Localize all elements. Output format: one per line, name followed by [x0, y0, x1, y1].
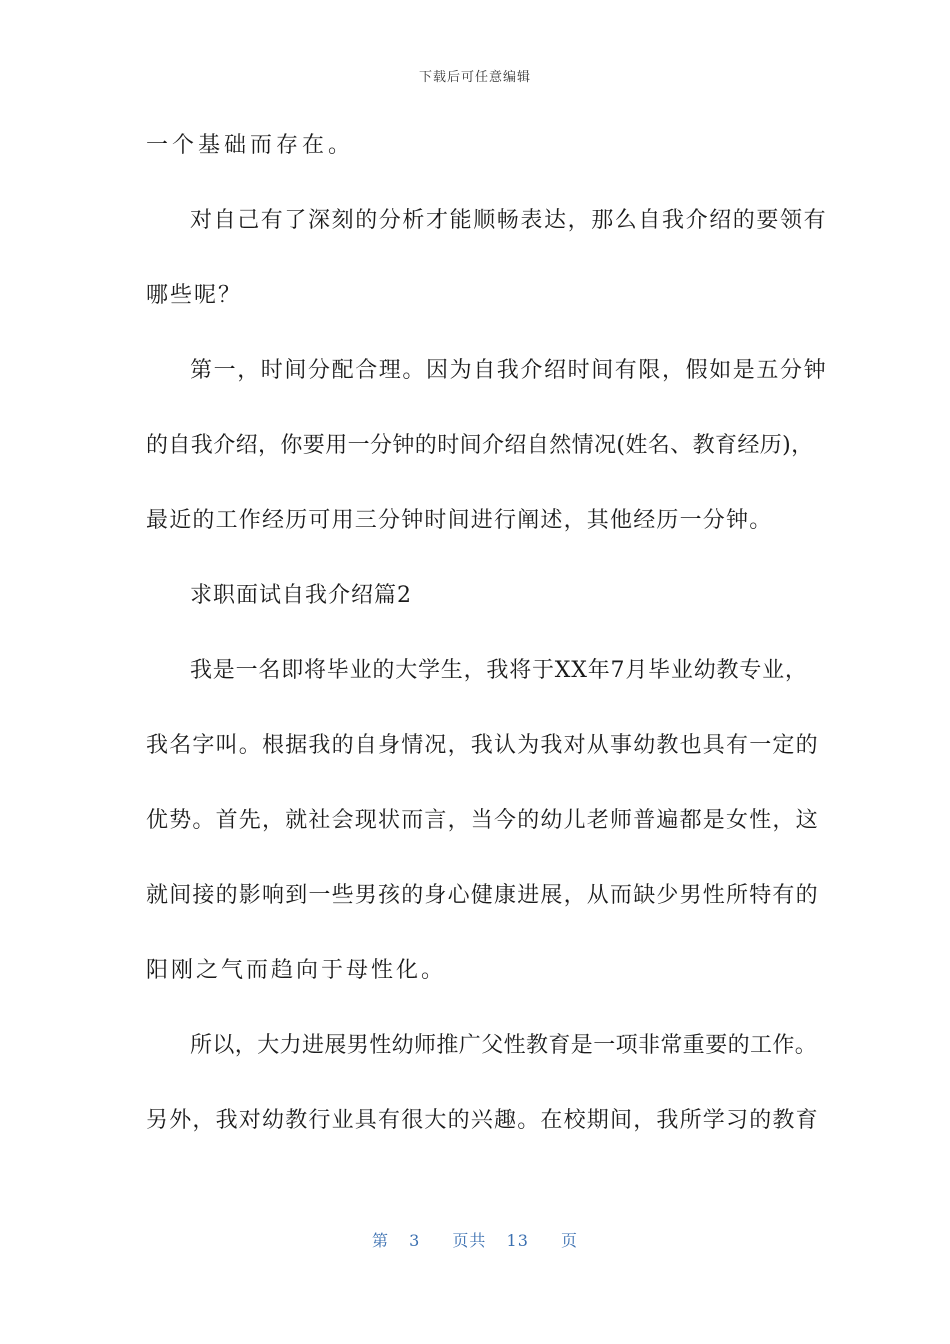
footer-prefix: 第 [372, 1231, 390, 1250]
footer-middle: 页共 [452, 1231, 487, 1250]
footer-total-pages: 13 [506, 1231, 529, 1250]
paragraph-line: 所以，大力进展男性幼师推广父性教育是一项非常重要的工作。 [190, 1033, 818, 1058]
paragraph-line: 阳刚之气而趋向于母性化。 [146, 958, 447, 983]
paragraph-line: 优势。首先，就社会现状而言，当今的幼儿老师普遍都是女性，这 [146, 808, 819, 833]
paragraph-line: 我是一名即将毕业的大学生，我将于XX年7月毕业幼教专业， [190, 658, 808, 683]
footer-current-page: 3 [409, 1231, 421, 1250]
paragraph-line: 就间接的影响到一些男孩的身心健康进展，从而缺少男性所特有的 [146, 883, 819, 908]
paragraph-line: 一个基础而存在。 [146, 133, 355, 158]
paragraph-line: 第一，时间分配合理。因为自我介绍时间有限，假如是五分钟 [190, 358, 828, 383]
paragraph-line: 另外，我对幼教行业具有很大的兴趣。在校期间，我所学习的教育 [146, 1108, 819, 1133]
paragraph-line: 对自己有了深刻的分析才能顺畅表达，那么自我介绍的要领有 [190, 208, 828, 233]
paragraph-line: 哪些呢？ [146, 283, 243, 308]
paragraph-line: 最近的工作经历可用三分钟时间进行阐述，其他经历一分钟。 [146, 508, 773, 533]
paragraph-line: 我名字叫。根据我的自身情况，我认为我对从事幼教也具有一定的 [146, 733, 819, 758]
section-heading: 求职面试自我介绍篇2 [190, 583, 412, 608]
paragraph-line: 的自我介绍，你要用一分钟的时间介绍自然情况(姓名、教育经历)， [146, 433, 814, 458]
page-footer [0, 1228, 950, 1251]
footer-suffix: 页 [560, 1231, 578, 1250]
page-header: 下载后可任意编辑 [418, 70, 531, 85]
